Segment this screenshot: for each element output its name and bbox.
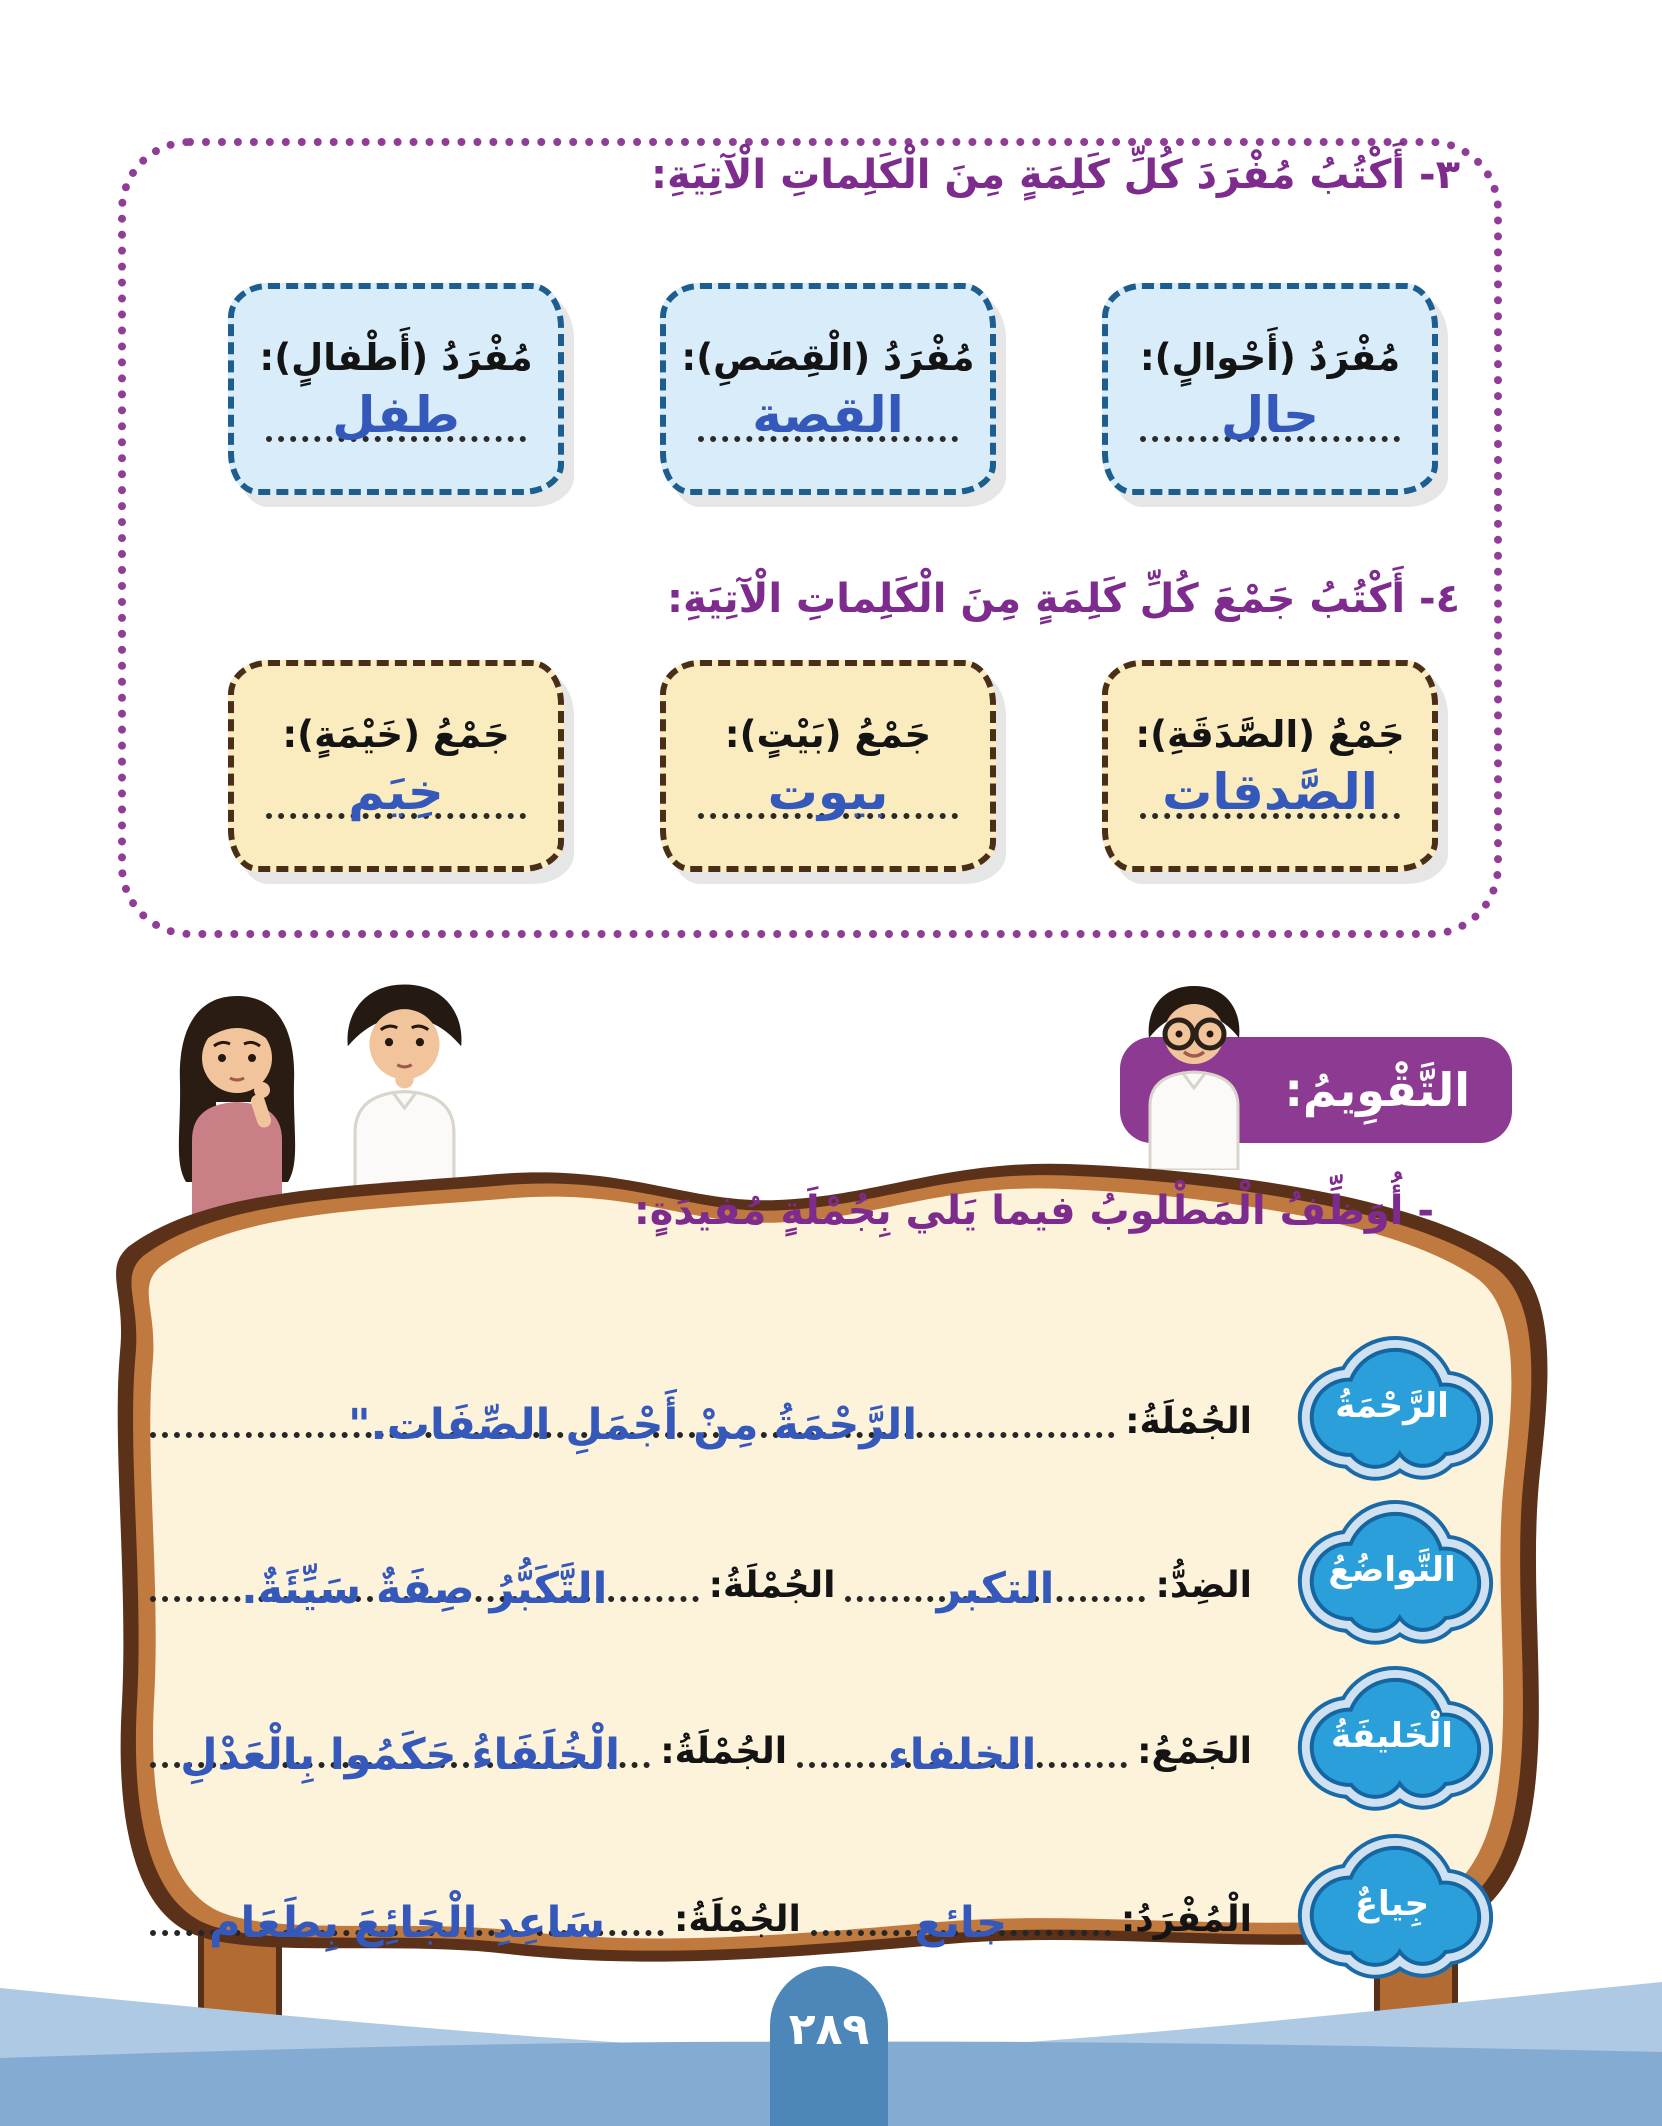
sentence-label: الجُمْلَةُ: (660, 1731, 788, 1772)
cloud-keyword: جِياعٌ (1354, 1884, 1430, 1925)
opposite-blank[interactable] (845, 1564, 1145, 1615)
handwritten-answer: الصَّدقات (1162, 763, 1378, 821)
handwritten-answer: خِيَم (348, 763, 444, 821)
cloud-keyword: الْخَليفَةُ (1331, 1716, 1453, 1757)
handwritten-answer: طفل (332, 386, 460, 444)
answer-line[interactable] (1140, 763, 1399, 821)
page-number: ٢٨٩ (788, 2003, 870, 2055)
handwritten-answer: التَّكَبُّرُ صِفَةٌ سَيِّئَةٌ. (241, 1564, 608, 1615)
opposite-label: الضِدُّ: (1155, 1565, 1252, 1606)
evaluation-row-khalifa (150, 1618, 1506, 1781)
page-number-arch (770, 1966, 888, 2126)
evaluation-title: - أُوَظِّفُ الْمَطْلوبُ فيما يَلي بِجُمْلَةٍ مُفيدَةٍ: (633, 1188, 1434, 1234)
answer-line[interactable] (266, 386, 525, 444)
singular-box-label: مُفْرَدُ (الْقِصَصِ): (681, 336, 975, 379)
handwritten-answer: حال (1220, 386, 1320, 444)
sentence-blank[interactable] (150, 1564, 699, 1615)
cloud-keyword: الرَّحْمَةُ (1335, 1386, 1449, 1427)
handwritten-answer: القصة (752, 386, 904, 444)
singular-box-atfal (228, 283, 564, 495)
singular-box-label: مُفْرَدُ (أَحْوالٍ): (1139, 336, 1401, 379)
answer-line[interactable] (698, 386, 957, 444)
sentence-label: الجُمْلَةُ: (708, 1565, 836, 1606)
plural-label: الجَمْعُ: (1137, 1731, 1252, 1772)
sentence-blank[interactable] (150, 1400, 1115, 1451)
handwritten-answer: الرَّحْمَةُ مِنْ أَجْمَلِ الصِّفَات." (348, 1400, 918, 1451)
evaluation-badge-label: التَّقْوِيمُ: (1284, 1063, 1470, 1117)
singular-box-qisas (660, 283, 996, 495)
evaluation-row-jiyaa (150, 1786, 1506, 1949)
exercise3-title: ٣- أَكْتُبُ مُفْرَدَ كُلِّ كَلِمَةٍ مِنَ الْكَلِماتِ الْآتِيَةِ: (651, 152, 1460, 198)
singular-box-label: مُفْرَدُ (أَطْفالٍ): (259, 336, 533, 379)
plural-box-label: جَمْعُ (الصَّدَقَةِ): (1135, 713, 1405, 756)
plural-box-khayma (228, 660, 564, 872)
plural-box-bayt (660, 660, 996, 872)
evaluation-row-tawadu (150, 1452, 1506, 1615)
sentence-label: الجُمْلَةُ: (673, 1899, 801, 1940)
plural-blank[interactable] (797, 1730, 1127, 1781)
answer-line[interactable] (266, 763, 525, 821)
plural-box-label: جَمْعُ (خَيْمَةٍ): (282, 713, 510, 756)
exercise4-title: ٤- أَكْتُبُ جَمْعَ كُلِّ كَلِمَةٍ مِنَ الْكَلِماتِ الْآتِيَةِ: (667, 576, 1460, 622)
plural-box-sadaqa (1102, 660, 1438, 872)
answer-line[interactable] (698, 763, 957, 821)
handwritten-answer: الْخُلَفَاءُ حَكَمُوا بِالْعَدْلِ (180, 1730, 621, 1781)
evaluation-row-rahma (150, 1288, 1506, 1451)
handwritten-answer: جائع (914, 1898, 1008, 1949)
cloud-keyword: التَّواضُعُ (1328, 1550, 1456, 1591)
handwritten-answer: الخلفاء (887, 1730, 1037, 1781)
handwritten-answer: بيوت (767, 763, 889, 821)
handwritten-answer: التكبر (936, 1564, 1055, 1615)
sentence-blank[interactable] (150, 1730, 650, 1781)
sentence-label: الجُمْلَةُ: (1125, 1401, 1252, 1442)
singular-label: الْمُفْرَدُ: (1120, 1899, 1252, 1940)
plural-box-label: جَمْعُ (بَيْتٍ): (724, 713, 932, 756)
handwritten-answer: سَاعِدِ الْجَائِعَ بِطَعَام (208, 1898, 606, 1949)
answer-line[interactable] (1140, 386, 1399, 444)
singular-box-ahwal (1102, 283, 1438, 495)
